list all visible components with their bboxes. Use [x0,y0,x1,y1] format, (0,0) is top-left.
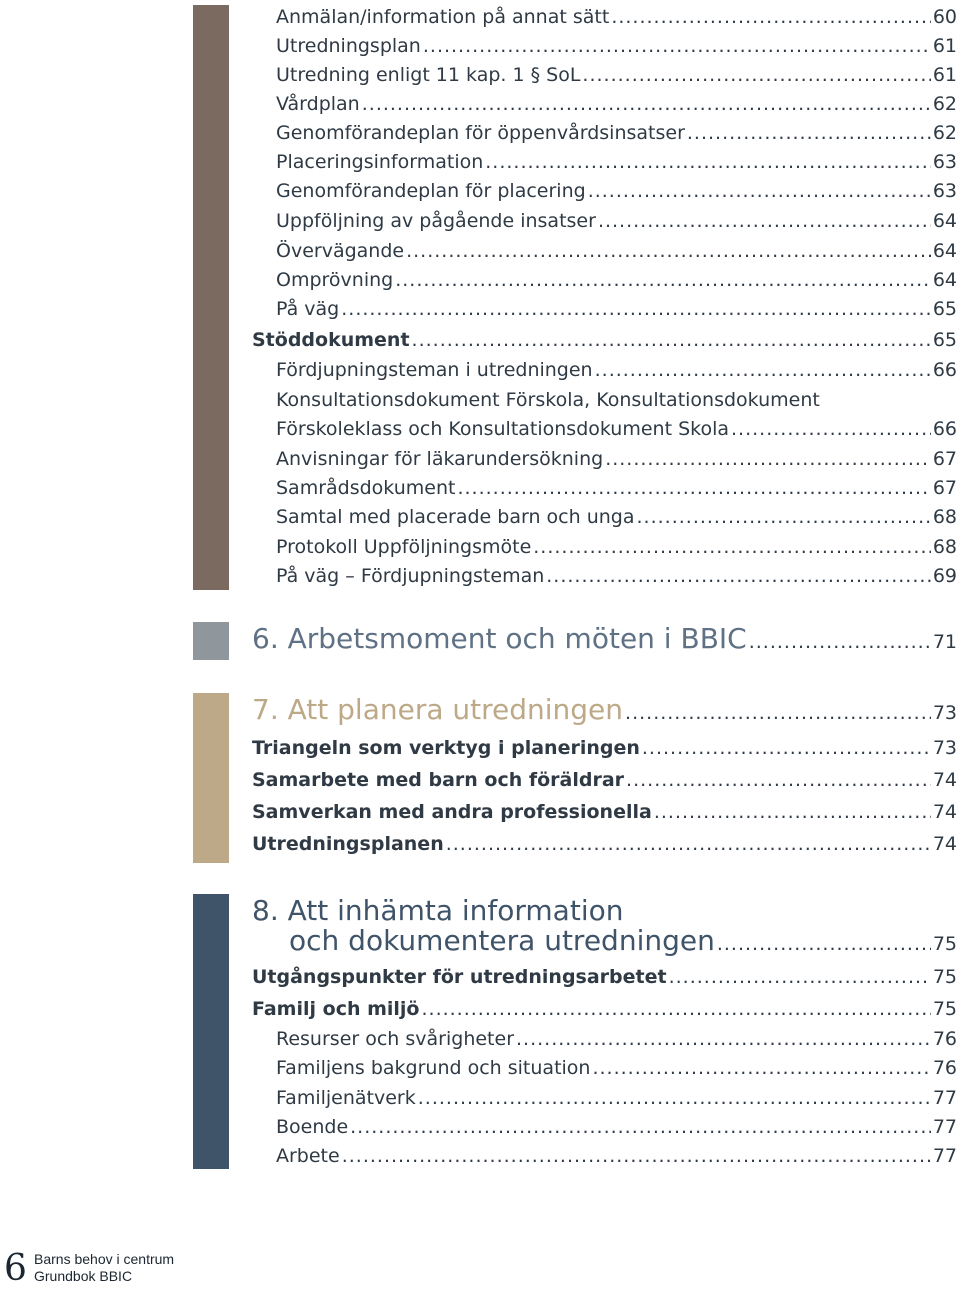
section-bar-navy [193,894,229,1169]
toc-entry-label: Uppföljning av pågående insatser [276,210,596,232]
toc-entry-page: 77 [932,1145,957,1167]
toc-entry-label: Familjenätverk [276,1087,416,1109]
leader-dots [611,6,931,28]
toc-section-entry[interactable] [252,737,957,759]
toc-entry-label: På väg [276,298,340,320]
footer-line2: Grundbok BBIC [34,1268,133,1284]
toc-entry-label: Förskoleklass och Konsultationsdokument Skola [276,418,730,440]
toc-entry-page: 74 [932,801,957,823]
toc-entry-label: Triangeln som verktyg i planeringen [252,737,640,759]
toc-entry[interactable] [276,565,957,587]
toc-entry-label: På väg – Fördjupningsteman [276,565,545,587]
toc-entry-page: 64 [932,240,957,262]
leader-dots [341,298,931,320]
toc-entry-label-line1[interactable]: Konsultationsdokument Förskola, Konsultationsdokument [276,389,820,411]
leader-dots [362,93,931,115]
toc-entry-label: Utredningsplan [276,35,421,57]
toc-entry-label: Utredning enligt 11 kap. 1 § SoL [276,64,581,86]
leader-dots [654,801,931,823]
toc-entry-label: Boende [276,1116,349,1138]
leader-dots [642,737,931,759]
toc-entry-page: 77 [932,1116,957,1138]
toc-entry-page: 68 [932,506,957,528]
toc-entry-page: 74 [932,769,957,791]
leader-dots [582,64,930,86]
toc-entry[interactable] [276,1116,957,1138]
toc-entry-label: Genomförandeplan för placering [276,180,586,202]
leader-dots [598,210,931,232]
section-bar-gray [193,622,229,660]
toc-entry-label: Samverkan med andra professionella [252,801,652,823]
toc-entry[interactable] [276,418,957,440]
leader-dots [485,151,931,173]
toc-entry-page: 74 [932,833,957,855]
toc-chapter-8[interactable] [289,924,957,957]
toc-entry-page: 77 [932,1087,957,1109]
toc-entry[interactable] [276,6,957,28]
toc-entry-label: Stöddokument [252,329,410,351]
leader-dots [687,122,931,144]
leader-dots [637,506,931,528]
toc-entry[interactable] [276,448,957,470]
toc-entry-page: 68 [932,536,957,558]
toc-entry-label: Placeringsinformation [276,151,484,173]
toc-entry[interactable] [276,35,957,57]
toc-entry-label: Familjens bakgrund och situation [276,1057,591,1079]
leader-dots [350,1116,931,1138]
toc-entry-page: 73 [932,737,957,759]
toc-entry-page: 75 [932,933,957,955]
toc-entry-page: 73 [932,702,957,724]
toc-entry-page: 76 [932,1057,957,1079]
toc-entry-page: 76 [932,1028,957,1050]
toc-entry-page: 67 [932,448,957,470]
toc-chapter-7[interactable] [252,693,957,726]
leader-dots [605,448,931,470]
leader-dots [625,702,931,724]
toc-entry[interactable] [276,359,957,381]
toc-entry-label: Genomförandeplan för öppenvårdsinsatser [276,122,685,144]
toc-entry[interactable] [276,180,957,202]
leader-dots [418,1087,931,1109]
toc-section-entry[interactable] [252,998,957,1020]
toc-entry-page: 71 [932,631,957,653]
toc-entry-page: 67 [932,477,957,499]
leader-dots [412,329,931,351]
toc-entry-page: 75 [932,966,957,988]
toc-entry-page: 75 [932,998,957,1020]
leader-dots [423,35,931,57]
toc-entry-label: Övervägande [276,240,405,262]
toc-entry[interactable] [276,1057,957,1079]
toc-entry-page: 69 [932,565,957,587]
toc-entry[interactable] [276,151,957,173]
toc-entry[interactable] [276,269,957,291]
toc-entry[interactable] [276,477,957,499]
leader-dots [749,631,931,653]
chapter-title-line1[interactable]: 8. Att inhämta information [252,894,624,927]
leader-dots [516,1028,931,1050]
toc-chapter-6[interactable] [252,622,957,655]
toc-entry-page: 60 [932,6,957,28]
toc-entry-label: Arbete [276,1145,340,1167]
leader-dots [669,966,931,988]
toc-entry[interactable] [276,93,957,115]
toc-entry-label: Anmälan/information på annat sätt [276,6,610,28]
leader-dots [406,240,931,262]
toc-entry-page: 61 [932,35,957,57]
toc-entry-page: 64 [932,210,957,232]
toc-entry-page: 61 [932,64,957,86]
leader-dots [421,998,930,1020]
leader-dots [446,833,931,855]
toc-entry-page: 65 [932,329,957,351]
toc-entry-page: 62 [932,122,957,144]
chapter-title: 6. Arbetsmoment och möten i BBIC [252,622,747,655]
toc-entry-page: 65 [932,298,957,320]
leader-dots [457,477,930,499]
leader-dots [717,933,931,955]
toc-section-entry[interactable] [252,966,957,988]
leader-dots [592,1057,930,1079]
toc-entry-label: Samarbete med barn och föräldrar [252,769,625,791]
leader-dots [595,359,931,381]
toc-entry[interactable] [276,1028,957,1050]
toc-entry-label: Anvisningar för läkarundersökning [276,448,604,470]
toc-entry-label: Utgångspunkter för utredningsarbetet [252,966,667,988]
toc-entry[interactable] [276,298,957,320]
leader-dots [731,418,931,440]
section-bar-brown [193,5,229,590]
toc-section-entry[interactable] [252,329,957,351]
toc-entry[interactable] [276,240,957,262]
leader-dots [395,269,931,291]
leader-dots [588,180,931,202]
toc-entry[interactable] [276,210,957,232]
toc-entry[interactable] [276,64,957,86]
toc-section-entry[interactable] [252,833,957,855]
toc-entry-page: 63 [932,180,957,202]
toc-entry-page: 66 [932,359,957,381]
toc-entry[interactable] [276,506,957,528]
toc-entry-label: Fördjupningsteman i utredningen [276,359,593,381]
toc-entry-page: 66 [932,418,957,440]
chapter-title-line2: och dokumentera utredningen [289,924,715,957]
toc-section-entry[interactable] [252,769,957,791]
leader-dots [342,1145,931,1167]
toc-entry-page: 64 [932,269,957,291]
toc-entry-label: Omprövning [276,269,394,291]
toc-entry-label: Samtal med placerade barn och unga [276,506,635,528]
toc-entry[interactable] [276,122,957,144]
toc-entry-label: Protokoll Uppföljningsmöte [276,536,532,558]
toc-entry-label: Samrådsdokument [276,477,456,499]
toc-entry-label: Familj och miljö [252,998,420,1020]
footer-line1: Barns behov i centrum [34,1251,175,1267]
toc-entry[interactable] [276,1087,957,1109]
toc-entry-label: Utredningsplanen [252,833,444,855]
toc-entry[interactable] [276,1145,957,1167]
toc-entry-label: Resurser och svårigheter [276,1028,515,1050]
section-bar-tan [193,693,229,863]
toc-entry-page: 63 [932,151,957,173]
leader-dots [533,536,931,558]
toc-entry-label: Vårdplan [276,93,360,115]
page-number: 6 [4,1248,27,1289]
chapter-title: 7. Att planera utredningen [252,693,624,726]
toc-entry-page: 62 [932,93,957,115]
toc-section-entry[interactable] [252,801,957,823]
toc-entry[interactable] [276,536,957,558]
leader-dots [626,769,931,791]
leader-dots [546,565,931,587]
